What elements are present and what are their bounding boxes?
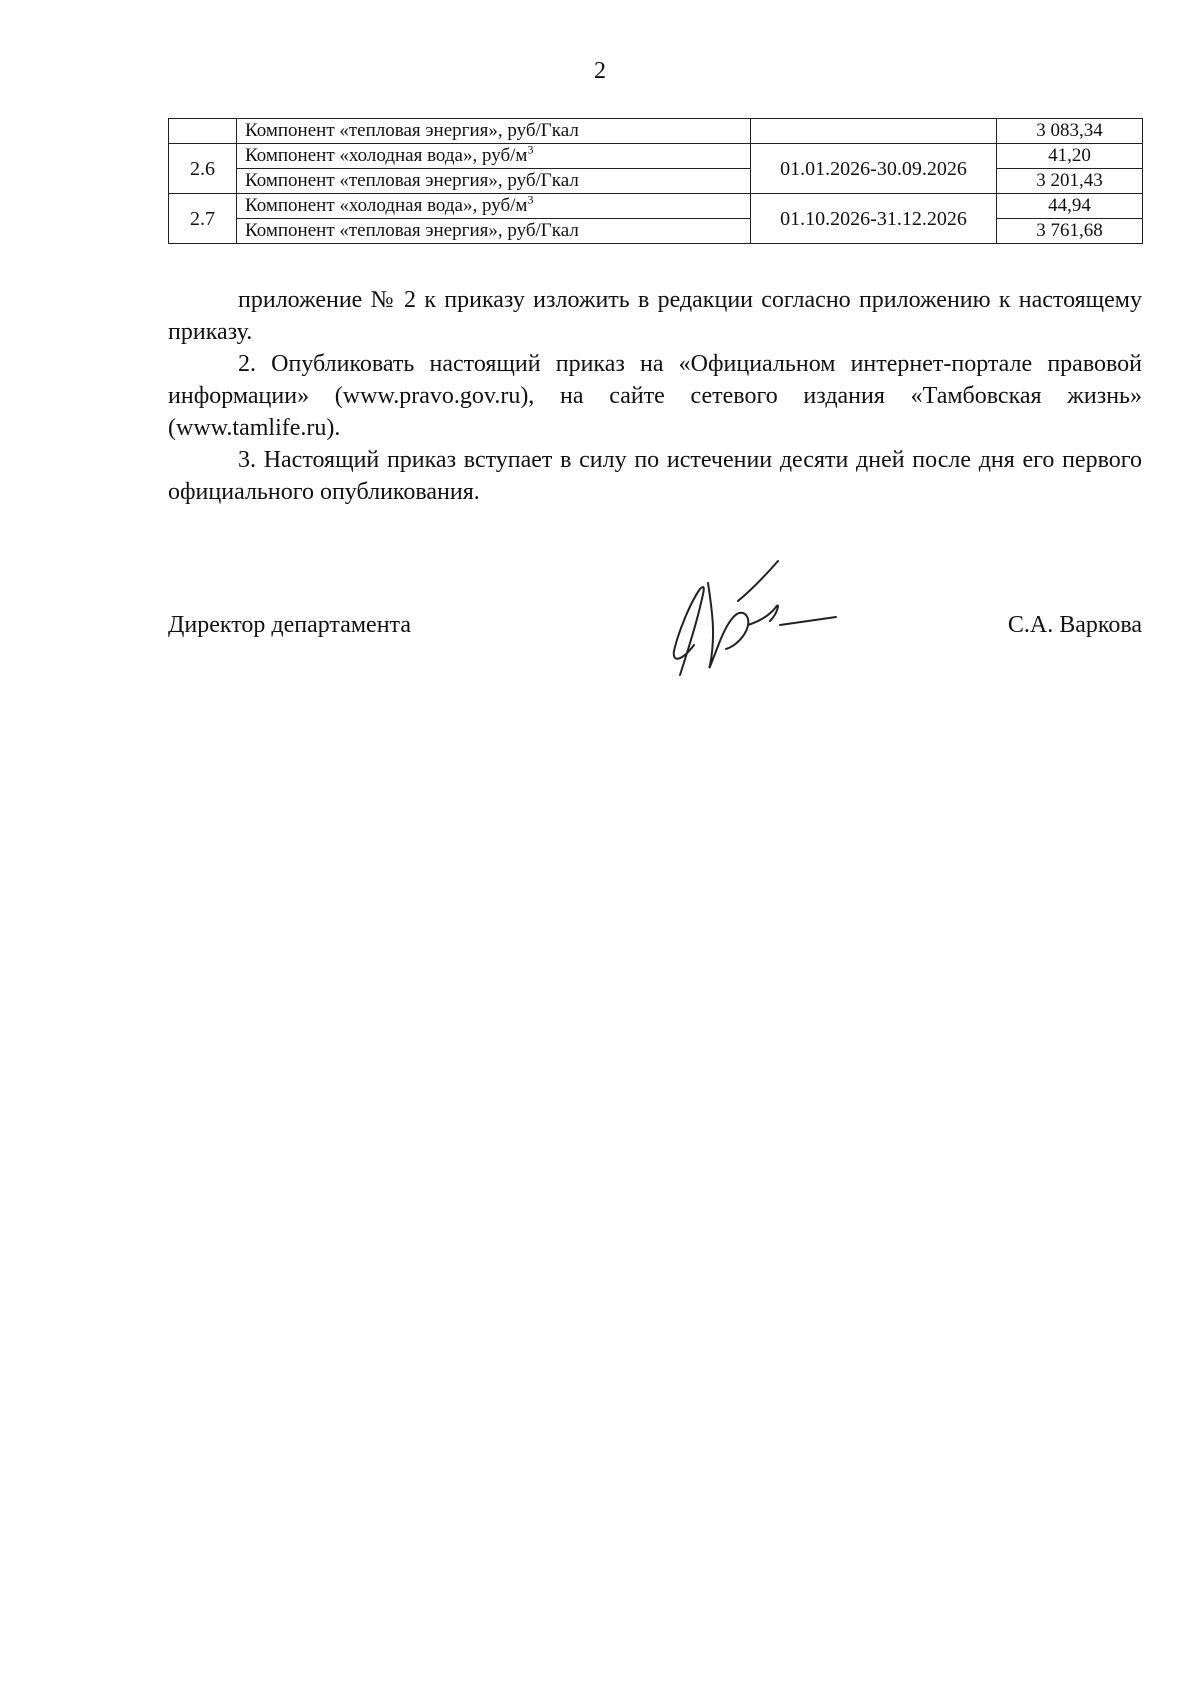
component-cell: Компонент «тепловая энергия», руб/Гкал xyxy=(237,219,751,244)
period-cell: 01.01.2026-30.09.2026 xyxy=(751,144,997,194)
table-row xyxy=(169,119,1143,144)
component-cell: Компонент «холодная вода», руб/$м^3$ xyxy=(237,194,751,219)
paragraph-appendix: приложение № 2 к приказу изложить в редакции согласно приложению к настоящему приказу. xyxy=(168,287,1142,345)
period-cell: 01.10.2026-31.12.2026 xyxy=(751,194,997,244)
paragraph-publish: 2. Опубликовать настоящий приказ на «Официальном интернет-портале правовой информации» (www.pravo.gov.ru), на сайте сетевого издания «Тамбовская жизнь» (www.tamlife.ru). xyxy=(168,351,1142,441)
component-cell: Компонент «тепловая энергия», руб/Гкал xyxy=(237,169,751,194)
signatory-title: Директор департамента xyxy=(168,612,411,638)
row-number-cell xyxy=(169,119,237,144)
handwritten-signature xyxy=(660,555,840,685)
tariff-table xyxy=(168,118,1143,244)
component-cell: Компонент «тепловая энергия», руб/Гкал xyxy=(237,119,751,144)
value-cell: 3 761,68 xyxy=(997,219,1143,244)
row-number-cell: 2.7 xyxy=(169,194,237,244)
row-number-cell: 2.6 xyxy=(169,144,237,194)
value-cell: 41,20 xyxy=(997,144,1143,169)
value-cell: 3 083,34 xyxy=(997,119,1143,144)
signature-block xyxy=(168,612,1142,652)
order-body xyxy=(168,284,1142,508)
value-cell: 3 201,43 xyxy=(997,169,1143,194)
table-row xyxy=(169,194,1143,219)
table-row xyxy=(169,144,1143,169)
signatory-name: С.А. Варкова xyxy=(1007,612,1142,638)
value-cell: 44,94 xyxy=(997,194,1143,219)
period-cell xyxy=(751,119,997,144)
table-row xyxy=(169,169,1143,194)
paragraph-effective: 3. Настоящий приказ вступает в силу по истечении десяти дней после дня его первого официального опубликования. xyxy=(168,447,1142,505)
page-number: 2 xyxy=(594,58,606,84)
component-cell: Компонент «холодная вода», руб/$м^3$ xyxy=(237,144,751,169)
table-row xyxy=(169,219,1143,244)
